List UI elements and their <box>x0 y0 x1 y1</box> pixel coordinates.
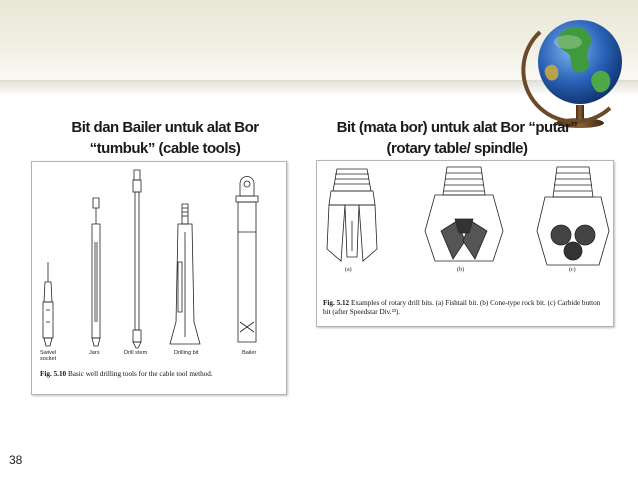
tool-label-drill-stem: Drill stem <box>124 350 148 356</box>
rotary-bits-caption-text: Examples of rotary drill bits. (a) Fishtail bit. (b) Cone-type rock bit. (c) Carbide button bit (after Speedstar Div.²³). <box>323 299 601 316</box>
fishtail-bit-drawing <box>327 169 377 261</box>
tool-label-swivel-socket: Swivel socket <box>40 350 57 362</box>
swivel-socket-drawing <box>43 262 53 346</box>
right-heading-line1: Bit (mata bor) untuk alat Bor “putar” <box>336 119 578 136</box>
button-bit-drawing <box>537 167 609 265</box>
bit-label-b: (b) <box>457 267 464 273</box>
bailer-drawing <box>236 177 258 343</box>
cone-bit-drawing <box>425 167 503 261</box>
cable-tools-caption <box>40 370 270 379</box>
drill-stem-drawing <box>133 170 141 348</box>
cable-tools-figure <box>31 161 287 395</box>
tool-label-bailer: Bailer <box>242 350 257 356</box>
globe-icon <box>518 2 638 130</box>
jars-drawing <box>92 198 100 346</box>
left-heading <box>50 117 280 159</box>
cable-tools-caption-text: Basic well drilling tools for the cable tool method. <box>67 370 213 378</box>
left-heading-line2: “tumbuk” (cable tools) <box>89 140 241 157</box>
tool-label-drilling-bit: Drilling bit <box>174 350 199 356</box>
left-heading-line1: Bit dan Bailer untuk alat Bor <box>71 119 259 136</box>
drilling-bit-drawing <box>170 204 200 344</box>
rotary-bits-figure <box>316 160 614 327</box>
cable-tools-drawing <box>32 162 286 394</box>
right-heading-line2: (rotary table/ spindle) <box>386 140 528 157</box>
right-heading <box>318 117 596 159</box>
bit-label-a: (a) <box>345 267 352 273</box>
tool-label-jars: Jars <box>89 350 100 356</box>
cable-tools-caption-label: Fig. 5.10 <box>40 370 67 378</box>
rotary-bits-caption <box>323 299 607 317</box>
rotary-bits-caption-label: Fig. 5.12 <box>323 299 350 307</box>
slide-number: 38 <box>9 453 23 467</box>
bit-label-c: (c) <box>569 267 576 273</box>
